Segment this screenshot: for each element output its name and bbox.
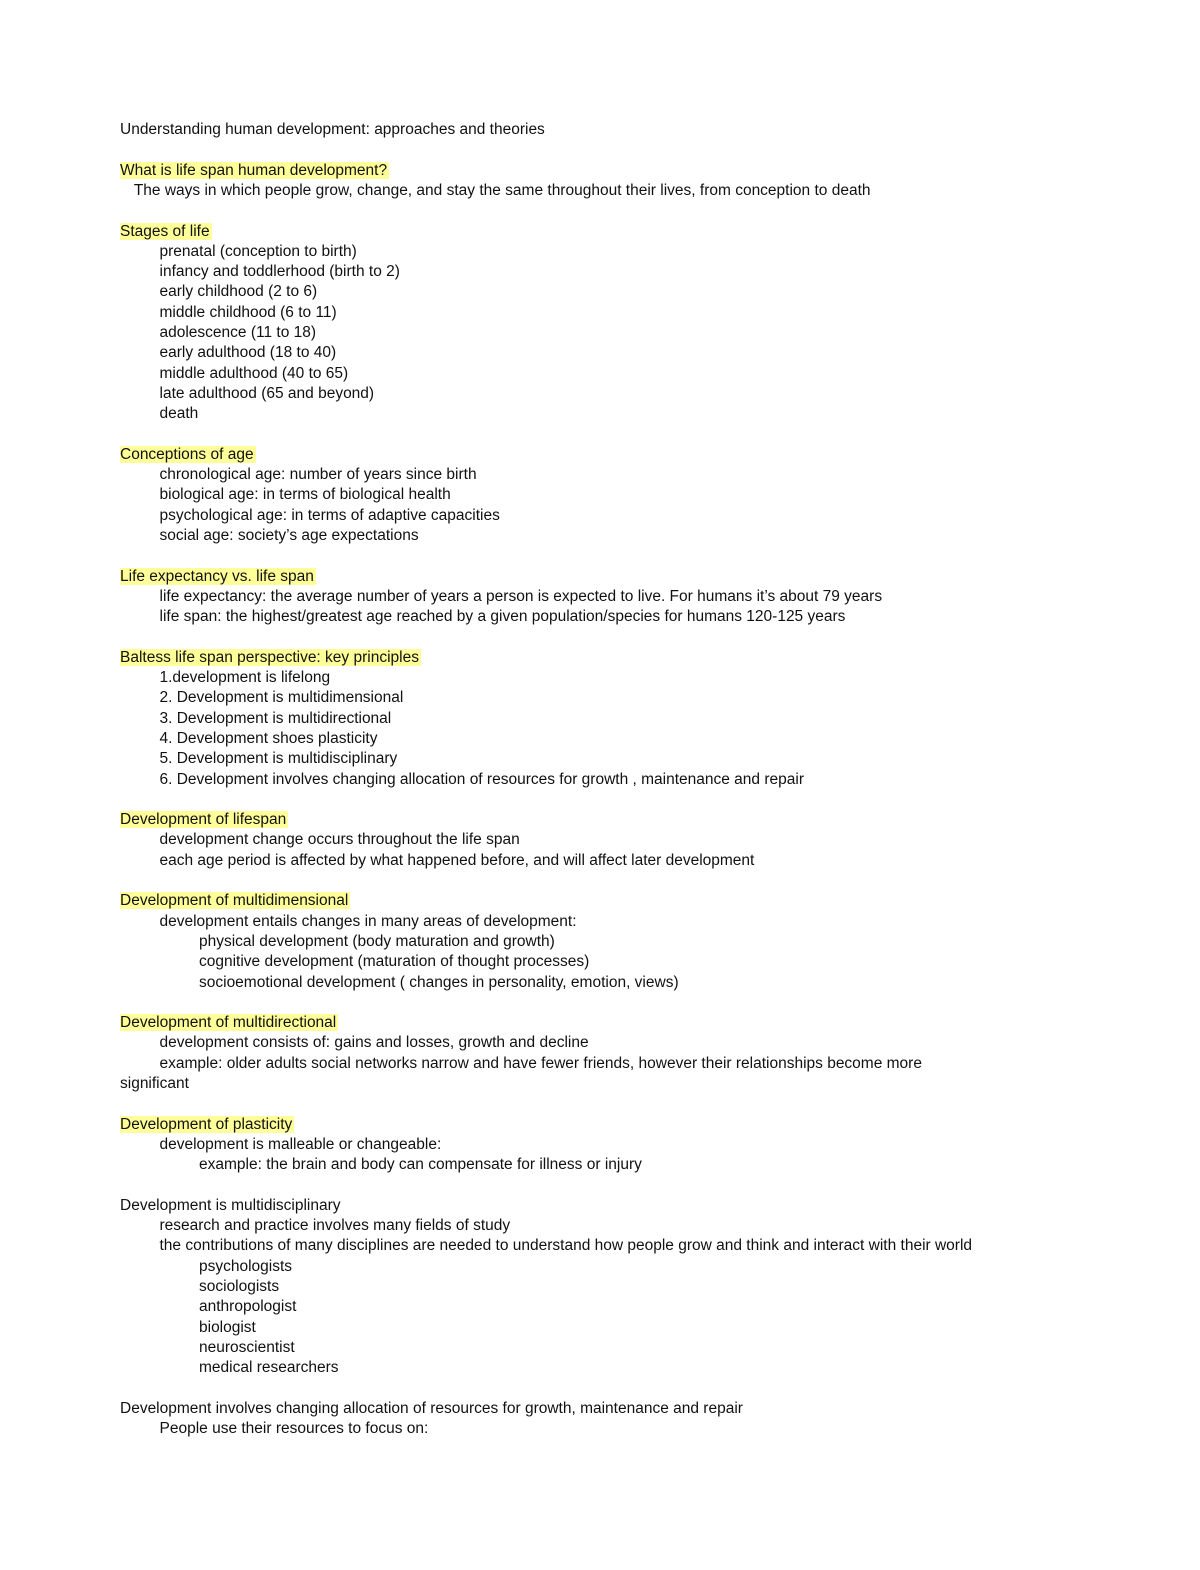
text-line [199, 932, 555, 952]
line-text: medical researchers [199, 1359, 339, 1376]
line-text: early adulthood (18 to 40) [159, 344, 337, 361]
line-text: social age: society’s age expectations [159, 527, 419, 544]
text-line [160, 1216, 511, 1236]
line-text: late adulthood (65 and beyond) [159, 385, 375, 402]
text-line [160, 1236, 973, 1256]
text-line [160, 607, 846, 627]
text-line [199, 1338, 295, 1358]
line-text: 4. Development shoes plasticity [159, 730, 378, 747]
text-line [160, 729, 378, 749]
line-text: 2. Development is multidimensional [159, 689, 404, 706]
line-text: psychological age: in terms of adaptive capacities [159, 507, 500, 524]
highlighted-heading-text: Development of plasticity [120, 1116, 293, 1133]
text-line [199, 1277, 279, 1297]
line-text: Development is multidisciplinary [120, 1197, 341, 1214]
text-line [120, 120, 545, 140]
text-line [199, 1318, 256, 1338]
highlighted-heading-text: Conceptions of age [120, 446, 254, 463]
line-text: development change occurs throughout the life span [159, 831, 520, 848]
text-line [160, 303, 337, 323]
text-line [160, 343, 337, 363]
line-text: early childhood (2 to 6) [159, 283, 318, 300]
text-line [160, 1054, 922, 1074]
highlighted-heading-text: What is life span human development? [120, 162, 388, 179]
line-text: development entails changes in many areas of development: [159, 913, 577, 930]
line-text: death [159, 405, 199, 422]
text-line [160, 262, 400, 282]
text-line [160, 526, 419, 546]
line-text: middle adulthood (40 to 65) [159, 365, 349, 382]
text-line [160, 749, 398, 769]
highlighted-heading-text: Development of multidimensional [120, 892, 349, 909]
text-line [160, 384, 375, 404]
line-text: 5. Development is multidisciplinary [159, 750, 398, 767]
line-text: 3. Development is multidirectional [159, 710, 392, 727]
line-text: infancy and toddlerhood (birth to 2) [159, 263, 400, 280]
section-heading [120, 810, 288, 830]
section-heading [120, 648, 421, 668]
line-text: each age period is affected by what happened before, and will affect later development [159, 852, 755, 869]
line-text: life expectancy: the average number of years a person is expected to live. For humans it’s about 79 years [159, 588, 883, 605]
section-heading [120, 222, 212, 242]
line-text: Development involves changing allocation of resources for growth, maintenance and repair [120, 1400, 743, 1417]
text-line [160, 830, 520, 850]
line-text: 6. Development involves changing allocation of resources for growth , maintenance and repair [159, 771, 804, 788]
line-text: People use their resources to focus on: [159, 1420, 429, 1437]
line-text: middle childhood (6 to 11) [159, 304, 337, 321]
text-line [199, 1358, 339, 1378]
line-text: life span: the highest/greatest age reached by a given population/species for humans 120-125 years [159, 608, 846, 625]
line-text: research and practice involves many fields of study [159, 1217, 511, 1234]
text-line [160, 404, 199, 424]
text-line [160, 1033, 589, 1053]
line-text: biological age: in terms of biological health [159, 486, 451, 503]
text-line [160, 465, 477, 485]
text-line [199, 1155, 642, 1175]
highlighted-heading-text: Baltess life span perspective: key principles [120, 649, 419, 666]
text-line [160, 912, 577, 932]
text-line [120, 1399, 743, 1419]
text-line [160, 364, 349, 384]
line-text: prenatal (conception to birth) [159, 243, 357, 260]
text-line [199, 973, 679, 993]
line-text: the contributions of many disciplines are needed to understand how people grow and think and interact with their world [159, 1237, 973, 1254]
text-line [134, 181, 871, 201]
text-line [160, 1419, 429, 1439]
line-text: physical development (body maturation and growth) [199, 933, 555, 950]
text-line [199, 1257, 292, 1277]
line-text: example: the brain and body can compensate for illness or injury [199, 1156, 642, 1173]
line-text: sociologists [199, 1278, 280, 1295]
text-line [160, 851, 755, 871]
highlighted-heading-text: Life expectancy vs. life span [120, 568, 314, 585]
text-line [199, 952, 589, 972]
section-heading [120, 161, 389, 181]
line-text: adolescence (11 to 18) [159, 324, 317, 341]
line-text: socioemotional development ( changes in personality, emotion, views) [199, 974, 679, 991]
line-text: neuroscientist [199, 1339, 295, 1356]
text-line [160, 688, 404, 708]
text-line [160, 323, 317, 343]
line-text: example: older adults social networks narrow and have fewer friends, however their relationships become more [159, 1055, 922, 1072]
line-text: significant [120, 1075, 189, 1092]
section-heading [120, 567, 316, 587]
text-line [160, 506, 500, 526]
line-text: chronological age: number of years since birth [159, 466, 477, 483]
section-heading [120, 1013, 338, 1033]
line-text: development is malleable or changeable: [159, 1136, 442, 1153]
highlighted-heading-text: Development of multidirectional [120, 1014, 337, 1031]
line-text: cognitive development (maturation of thought processes) [199, 953, 590, 970]
text-line [160, 770, 804, 790]
highlighted-heading-text: Development of lifespan [120, 811, 287, 828]
text-line [160, 282, 318, 302]
line-text: psychologists [199, 1258, 293, 1275]
text-line [120, 1196, 341, 1216]
text-line [160, 485, 451, 505]
text-line [160, 242, 357, 262]
highlighted-heading-text: Stages of life [120, 223, 210, 240]
line-text: anthropologist [199, 1298, 297, 1315]
line-text: 1.development is lifelong [159, 669, 331, 686]
line-text: The ways in which people grow, change, and stay the same throughout their lives, from conception to death [133, 182, 871, 199]
text-line [160, 709, 392, 729]
line-text: development consists of: gains and losses, growth and decline [159, 1034, 589, 1051]
text-line [120, 1074, 189, 1094]
text-line [160, 1135, 442, 1155]
section-heading [120, 1115, 294, 1135]
text-line [160, 668, 331, 688]
text-line [160, 587, 883, 607]
line-text: Understanding human development: approaches and theories [120, 121, 545, 138]
section-heading [120, 891, 350, 911]
line-text: biologist [199, 1319, 256, 1336]
text-line [199, 1297, 296, 1317]
section-heading [120, 445, 256, 465]
